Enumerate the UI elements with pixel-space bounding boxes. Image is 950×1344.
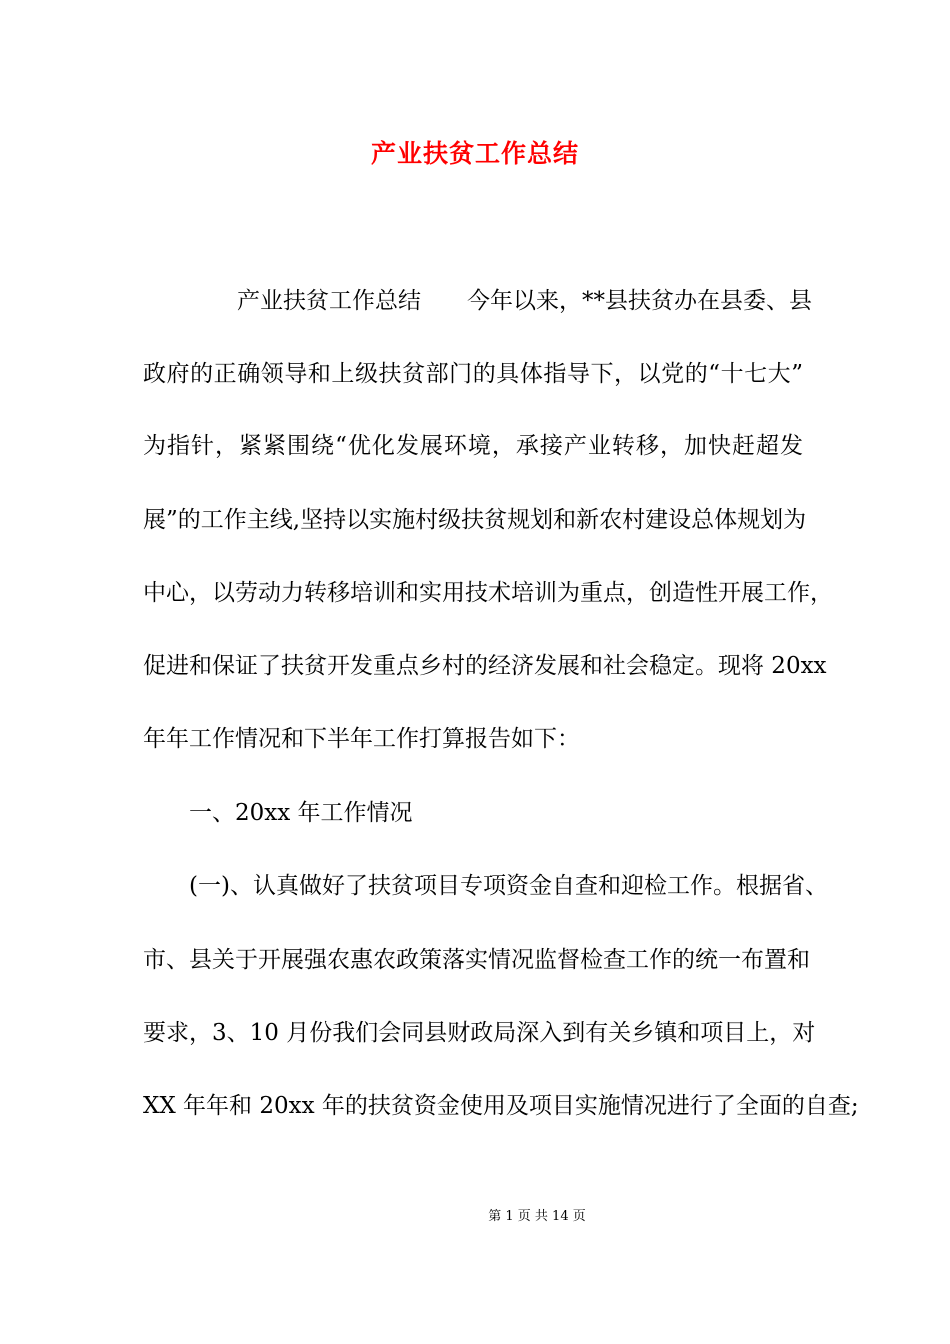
paragraph-line: 政府的正确领导和上级扶贫部门的具体指导下，以党的“十七大” (143, 361, 803, 387)
paragraph-line: XX 年年和 20xx 年的扶贫资金使用及项目实施情况进行了全面的自查; (143, 1093, 859, 1119)
paragraph-line: 年年工作情况和下半年工作打算报告如下： (143, 726, 580, 752)
paragraph-line: 产业扶贫工作总结 今年以来，**县扶贫办在县委、县 (237, 288, 812, 314)
paragraph-line: (一)、认真做好了扶贫项目专项资金自查和迎检工作。根据省、 (189, 873, 828, 899)
paragraph-line: 市、县关于开展强农惠农政策落实情况监督检查工作的统一布置和 (143, 947, 810, 973)
paragraph-line: 展”的工作主线,坚持以实施村级扶贫规划和新农村建设总体规划为 (143, 507, 807, 533)
paragraph-line: 中心，以劳动力转移培训和实用技术培训为重点，创造性开展工作， (143, 580, 833, 606)
paragraph-line: 促进和保证了扶贫开发重点乡村的经济发展和社会稳定。现将 20xx (143, 653, 827, 679)
document-title: 产业扶贫工作总结 (370, 139, 579, 168)
section-heading: 一、20xx 年工作情况 (189, 800, 413, 826)
paragraph-line: 为指针，紧紧围绕“优化发展环境，承接产业转移，加快赶超发 (143, 433, 803, 459)
paragraph-line: 要求，3、10 月份我们会同县财政局深入到有关乡镇和项目上，对 (143, 1020, 816, 1046)
page-number: 第 1 页 共 14 页 (488, 1209, 586, 1224)
